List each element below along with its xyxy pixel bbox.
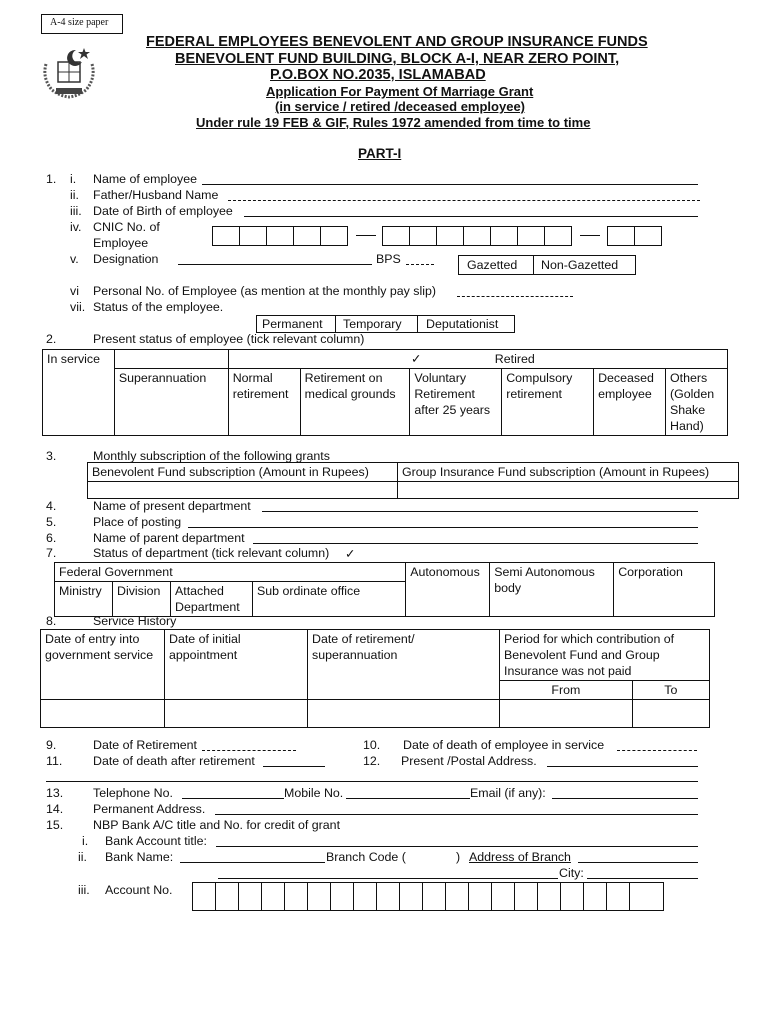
date-of-death-after-retirement-field[interactable] [263,766,325,767]
cnic-box[interactable] [463,226,491,246]
mobile-field[interactable] [346,798,470,799]
bank-name-field[interactable] [180,862,325,863]
telephone-field[interactable] [182,798,284,799]
mobile-label: Mobile No. [284,786,344,800]
item-1-number: 1. [46,172,57,186]
item-6-number: 6. [46,531,57,545]
name-of-employee-field[interactable] [202,184,698,185]
col-medical-grounds[interactable]: Retirement on medical grounds [300,369,410,436]
place-of-posting-field[interactable] [188,527,698,528]
col-autonomous[interactable]: Autonomous [406,563,490,617]
designation-field[interactable] [178,264,372,265]
service-history-cell[interactable] [41,700,165,728]
account-no-box[interactable] [537,882,561,911]
service-history-cell[interactable] [308,700,500,728]
cnic-box[interactable] [212,226,240,246]
header-line-4: Application For Payment Of Marriage Grant [266,84,534,99]
place-of-posting-label: Place of posting [93,515,182,529]
date-of-retirement-label: Date of Retirement [93,738,197,752]
branch-code-label: Branch Code ( [326,850,406,864]
item-11-number: 11. [46,754,63,768]
parent-department-field[interactable] [253,543,698,544]
account-no-box[interactable] [215,882,239,911]
item-1iv-number: iv. [70,220,82,234]
header-line-1: FEDERAL EMPLOYEES BENEVOLENT AND GROUP INSURANCE FUNDS [146,34,648,50]
account-no-box[interactable] [560,882,584,911]
bf-subscription-value[interactable] [88,482,398,499]
item-15-number: 15. [46,818,64,832]
account-no-box[interactable] [445,882,469,911]
cnic-box[interactable] [436,226,464,246]
cnic-box[interactable] [266,226,294,246]
account-no-box[interactable] [399,882,423,911]
item-1vi-number: vi [70,284,79,298]
date-of-birth-label: Date of Birth of employee [93,204,233,218]
status-blank-cell[interactable] [114,350,228,369]
item-13-number: 13. [46,786,64,800]
service-history-cell[interactable] [632,700,709,728]
status-temporary-label: Temporary [343,317,402,331]
cnic-box[interactable] [239,226,267,246]
city-label: City: [559,866,584,880]
service-history-table [40,629,710,728]
city-field[interactable] [587,878,698,879]
email-field[interactable] [552,798,698,799]
service-history-cell[interactable] [165,700,308,728]
gi-subscription-value[interactable] [398,482,739,499]
cnic-separator [356,235,376,236]
cnic-separator [580,235,600,236]
bank-name-label: Bank Name: [105,850,174,864]
retired-label: Retired [494,352,535,366]
non-gazetted-label: Non-Gazetted [541,258,619,272]
personal-no-label: Personal No. of Employee (as mention at the monthly pay slip) [93,284,436,298]
present-status-label: Present status of employee (tick relevant column) [93,332,365,346]
part-title: PART-I [358,146,402,161]
date-of-death-in-service-field[interactable] [617,750,697,751]
item-1vii-number: vii. [70,300,86,314]
cnic-box[interactable] [544,226,572,246]
paper-size-text: A-4 size paper [50,17,109,28]
account-no-box[interactable] [376,882,400,911]
postal-address-field[interactable] [547,766,698,767]
bank-account-title-field[interactable] [216,846,698,847]
bf-subscription-header: Benevolent Fund subscription (Amount in Rupees) [88,463,398,482]
permanent-address-label: Permanent Address. [93,802,206,816]
item-1ii-number: ii. [70,188,79,202]
account-no-box[interactable] [238,882,262,911]
name-of-employee-label: Name of employee [93,172,197,186]
col-semi-autonomous[interactable]: Semi Autonomous body [490,563,614,617]
in-service-cell[interactable]: In service [43,350,115,369]
item-1iii-number: iii. [70,204,82,218]
account-no-box[interactable] [491,882,515,911]
date-of-death-after-retirement-label: Date of death after retirement [93,754,255,768]
col-normal-retirement[interactable]: Normal retirement [228,369,300,436]
address-of-branch-label: Address of Branch [469,850,571,864]
tick-mark-icon: ✓ [345,547,356,561]
account-no-box[interactable] [583,882,607,911]
col-others[interactable]: Others (Golden Shake Hand) [666,369,728,436]
department-status-table [54,562,715,617]
bps-field[interactable] [406,264,434,265]
item-10-number: 10. [363,738,381,752]
item-14-number: 14. [46,802,64,816]
state-emblem-logo [38,44,100,100]
present-department-field[interactable] [262,511,698,512]
account-no-box[interactable] [468,882,492,911]
cnic-box[interactable] [293,226,321,246]
cnic-box[interactable] [607,226,635,246]
subscription-table [87,462,739,499]
father-husband-name-field[interactable] [228,200,700,201]
retired-header [228,350,727,369]
gi-subscription-header: Group Insurance Fund subscription (Amount in Rupees) [398,463,739,482]
email-label: Email (if any): [470,786,546,800]
account-no-box[interactable] [629,882,664,911]
telephone-label: Telephone No. [93,786,173,800]
cnic-label-2: Employee [93,236,149,250]
account-no-box[interactable] [606,882,630,911]
present-status-table [42,349,728,436]
account-no-box[interactable] [307,882,331,911]
date-of-birth-field[interactable] [244,216,698,217]
monthly-subscription-label: Monthly subscription of the following grants [93,449,330,463]
col-voluntary-retirement[interactable]: Voluntary Retirement after 25 years [410,369,502,436]
col-superannuation[interactable]: Superannuation [114,369,228,436]
col-date-of-initial-appointment: Date of initial appointment [165,630,308,700]
account-no-box[interactable] [261,882,285,911]
present-department-label: Name of present department [93,499,251,513]
account-no-box[interactable] [422,882,446,911]
item-15i-number: i. [82,834,89,848]
col-to: To [632,681,709,700]
cnic-label: CNIC No. of [93,220,160,234]
bank-account-title-label: Bank Account title: [105,834,207,848]
cnic-box[interactable] [634,226,662,246]
personal-no-field[interactable] [457,296,573,297]
father-husband-name-label: Father/Husband Name [93,188,219,202]
item-7-number: 7. [46,546,57,560]
col-date-of-retirement: Date of retirement/ superannuation [308,630,500,700]
header-line-3: P.O.BOX NO.2035, ISLAMABAD [270,67,486,83]
designation-label: Designation [93,252,159,266]
account-no-box[interactable] [284,882,308,911]
cnic-box[interactable] [517,226,545,246]
department-status-label: Status of department (tick relevant column) [93,546,330,560]
status-deputationist-label: Deputationist [426,317,499,331]
item-1i-number: i. [70,172,77,186]
branch-code-close: ) [456,850,461,864]
col-ministry[interactable]: Ministry [55,582,113,617]
address-of-branch-field-2[interactable] [218,878,558,879]
cnic-box[interactable] [382,226,410,246]
permanent-address-field[interactable] [215,814,698,815]
item-9-number: 9. [46,738,57,752]
header-line-6: Under rule 19 FEB & GIF, Rules 1972 amended from time to time [196,115,591,130]
bps-label: BPS [376,252,401,266]
postal-address-label: Present /Postal Address. [401,754,537,768]
col-subordinate-office[interactable]: Sub ordinate office [253,582,406,617]
address-of-branch-field[interactable] [578,862,698,863]
service-history-label: Service History [93,614,177,628]
col-from: From [500,681,633,700]
header-line-5: (in service / retired /deceased employee) [275,99,526,114]
status-of-employee-label: Status of the employee. [93,300,224,314]
col-attached-department[interactable]: Attached Department [171,582,253,617]
account-no-label: Account No. [105,883,173,897]
date-of-death-in-service-label: Date of death of employee in service [403,738,605,752]
federal-government-header: Federal Government [55,563,406,582]
cnic-box[interactable] [409,226,437,246]
account-no-box[interactable] [192,882,216,911]
item-1v-number: v. [70,252,79,266]
col-corporation[interactable]: Corporation [614,563,715,617]
item-15ii-number: ii. [78,850,87,864]
col-period-not-paid: Period for which contribution of Benevolent Fund and Group Insurance was not paid [500,630,710,681]
item-8-number: 8. [46,614,57,628]
date-of-retirement-field[interactable] [202,750,296,751]
col-compulsory-retirement[interactable]: Compulsory retirement [502,369,594,436]
account-no-box[interactable] [353,882,377,911]
col-deceased-employee[interactable]: Deceased employee [594,369,666,436]
service-history-cell[interactable] [500,700,633,728]
account-no-box[interactable] [514,882,538,911]
item-3-number: 3. [46,449,57,463]
item-15iii-number: iii. [78,883,90,897]
tick-mark-icon: ✓ [410,352,422,366]
parent-department-label: Name of parent department [93,531,245,545]
gazetted-label: Gazetted [467,258,518,272]
col-division[interactable]: Division [113,582,171,617]
header-line-2: BENEVOLENT FUND BUILDING, BLOCK A-I, NEAR ZERO POINT, [175,51,620,67]
account-no-box[interactable] [330,882,354,911]
postal-address-field-2[interactable] [46,781,698,782]
cnic-box[interactable] [320,226,348,246]
status-permanent-label: Permanent [262,317,323,331]
cnic-box[interactable] [490,226,518,246]
item-4-number: 4. [46,499,57,513]
in-service-blank[interactable] [43,369,115,436]
item-2-number: 2. [46,332,57,346]
col-date-of-entry: Date of entry into government service [41,630,165,700]
nbp-bank-label: NBP Bank A/C title and No. for credit of grant [93,818,341,832]
item-5-number: 5. [46,515,57,529]
item-12-number: 12. [363,754,381,768]
